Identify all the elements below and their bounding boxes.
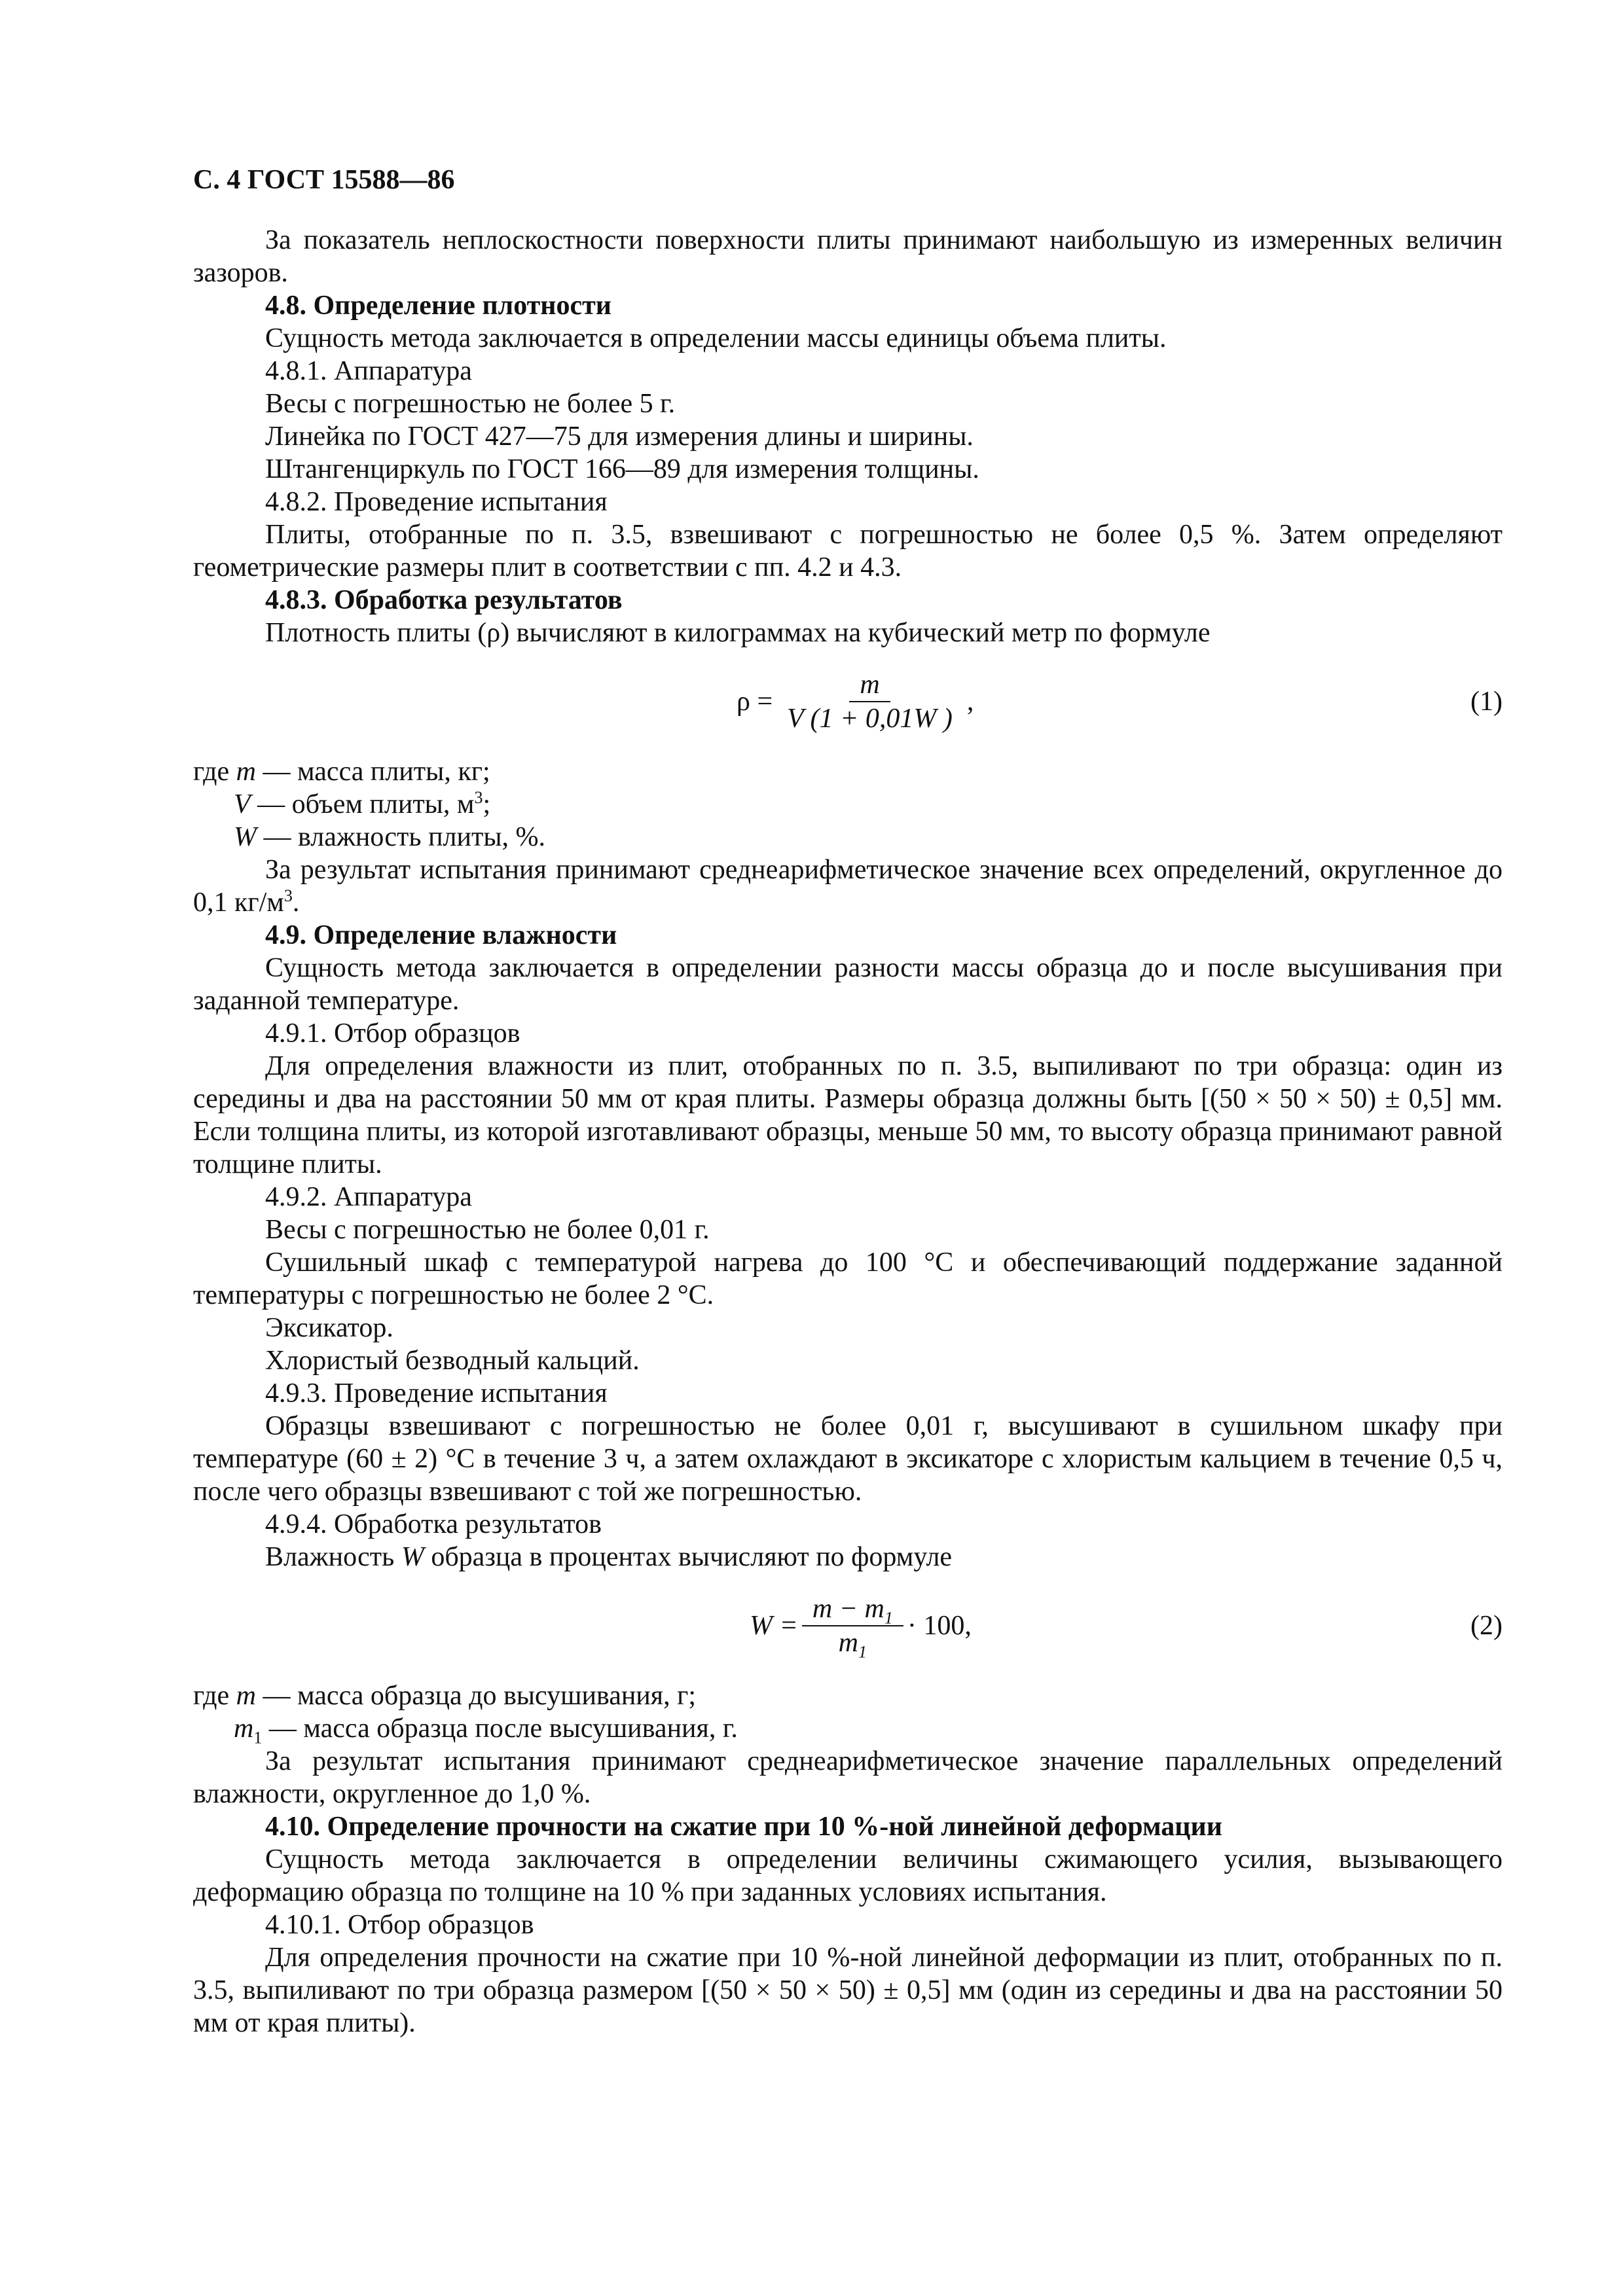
formula-2 (193, 1585, 1503, 1666)
where-text: — масса плиты, кг; (256, 757, 490, 787)
page-header: С. 4 ГОСТ 15588—86 (193, 165, 455, 195)
denominator: V (1 + 0,01W ) (787, 704, 953, 734)
subsection-heading-bold: 4.8.3. Обработка результатов (265, 585, 623, 615)
paragraph: Сушильный шкаф с температурой нагрева до 100 °С и обеспечивающий поддержание заданной температуры с погрешностью не более 2 °С. (193, 1247, 1503, 1310)
paragraph: Штангенциркуль по ГОСТ 166—89 для измерения толщины. (265, 454, 979, 484)
formula-1 (193, 661, 1503, 742)
var-v: V (234, 789, 251, 819)
formula-tail: , (966, 687, 974, 717)
where-line (234, 788, 1503, 821)
numerator-text: m − m (812, 1594, 884, 1624)
subsection-heading: 4.8.2. Проведение испытания (265, 487, 608, 517)
paragraph: Линейка по ГОСТ 427—75 для измерения длины и ширины. (265, 422, 974, 452)
paragraph: Образцы взвешивают с погрешностью не более 0,01 г, высушивают в сушильном шкафу при температуре (60 ± 2) °С в течение 3 ч, а затем охлаждают в эксикаторе с хлористым кальцием в течение 0,5 ч, после чего образцы взвешивают с той же погрешностью. (193, 1411, 1503, 1507)
paragraph: Для определения влажности из плит, отобранных по п. 3.5, выпиливают по три образца: один из середины и два на расстоянии 50 мм от края плиты. Размеры образца должны быть [(50 × 50 × 50) ± 0,5] мм. Если толщина плиты, из которой изготавливают образцы, меньше 50 мм, то высоту образца принимают равной толщине плиты. (193, 1051, 1503, 1179)
paragraph: За результат испытания принимают среднеарифметическое значение параллельных определений влажности, округленное до 1,0 %. (193, 1746, 1503, 1809)
superscript: 3 (283, 886, 293, 905)
var-w: W (234, 822, 257, 852)
where-line (193, 1679, 1503, 1712)
where-text: — влажность плиты, %. (257, 822, 546, 852)
subscript: 1 (858, 1642, 867, 1662)
numerator: m (849, 668, 890, 702)
paragraph-text: За результат испытания принимают среднеарифметическое значение всех определений, округленное до 0,1 кг/м (193, 855, 1503, 918)
paragraph: Весы с погрешностью не более 0,01 г. (265, 1215, 710, 1245)
formula-body (737, 661, 974, 742)
subsection-heading: 4.9.1. Отбор образцов (265, 1018, 520, 1049)
subscript: 1 (884, 1608, 893, 1628)
equation-number: (1) (1470, 687, 1503, 717)
document-page (193, 164, 1503, 2039)
fraction (802, 1592, 903, 1662)
paragraph: Сущность метода заключается в определении массы единицы объема плиты. (265, 323, 1167, 353)
where-line (234, 821, 1503, 853)
paragraph (193, 1541, 1503, 1573)
paragraph-text: Влажность (265, 1542, 401, 1572)
var-m1: m (234, 1713, 254, 1744)
paragraph: Для определения прочности на сжатие при 10 %-ной линейной деформации из плит, отобранных по п. 3.5, выпиливают по три образца размером [(50 × 50 × 50) ± 0,5] мм (один из середины и два на расстоянии 50 мм от края плиты). (193, 1943, 1503, 2038)
where-text: — объем плиты, м (250, 789, 475, 819)
where-line (234, 1712, 1503, 1748)
section-heading-4-9: 4.9. Определение влажности (265, 920, 617, 950)
var-m: m (236, 1681, 256, 1711)
subsection-heading: 4.10.1. Отбор образцов (265, 1910, 534, 1940)
paragraph-text: . (292, 888, 300, 918)
where-text: — масса образца до высушивания, г; (256, 1681, 696, 1711)
section-heading-4-8: 4.8. Определение плотности (265, 291, 611, 321)
superscript: 3 (474, 788, 483, 807)
paragraph: Плиты, отобранные по п. 3.5, взвешивают с погрешностью не более 0,5 %. Затем определяют геометрические размеры плит в соответствии с пп. 4.2 и 4.3. (193, 520, 1503, 583)
var-w: W (401, 1542, 424, 1572)
paragraph: Сущность метода заключается в определении величины сжимающего усилия, вызывающего деформацию образца по толщине на 10 % при заданных условиях испытания. (193, 1844, 1503, 1907)
paragraph (193, 853, 1503, 919)
paragraph: Плотность плиты (ρ) вычисляют в килограммах на кубический метр по формуле (265, 618, 1211, 648)
paragraph: Весы с погрешностью не более 5 г. (265, 389, 676, 419)
paragraph: За показатель неплоскостности поверхности плиты принимают наибольшую из измеренных величин зазоров. (193, 225, 1503, 288)
where-line: где m — масса плиты, кг; (193, 757, 490, 787)
subscript: 1 (253, 1728, 263, 1748)
subsection-heading: 4.8.1. Аппаратура (265, 356, 472, 386)
fraction (776, 668, 963, 735)
denominator (828, 1626, 877, 1662)
formula-lhs: W = (750, 1611, 798, 1641)
var-m: m (236, 757, 256, 787)
formula-body (750, 1585, 972, 1666)
subsection-heading: 4.9.3. Проведение испытания (265, 1378, 608, 1408)
where-text: — масса образца после высушивания, г. (262, 1713, 738, 1744)
equation-number: (2) (1470, 1611, 1503, 1641)
denominator-text: m (838, 1628, 858, 1658)
section-heading-4-10: 4.10. Определение прочности на сжатие при 10 %-ной линейной деформации (265, 1812, 1222, 1842)
formula-tail: · 100, (907, 1611, 972, 1641)
formula-lhs: ρ = (737, 687, 773, 717)
where-text: ; (483, 789, 491, 819)
paragraph-text: образца в процентах вычисляют по формуле (424, 1542, 953, 1572)
paragraph: Эксикатор. (265, 1313, 393, 1343)
subsection-heading: 4.9.4. Обработка результатов (265, 1509, 602, 1539)
subsection-heading: 4.9.2. Аппаратура (265, 1182, 472, 1212)
where-text: где (193, 1681, 236, 1711)
numerator (802, 1592, 903, 1626)
paragraph: Хлористый безводный кальций. (265, 1346, 640, 1376)
paragraph: Сущность метода заключается в определении разности массы образца до и после высушивания при заданной температуре. (193, 953, 1503, 1016)
